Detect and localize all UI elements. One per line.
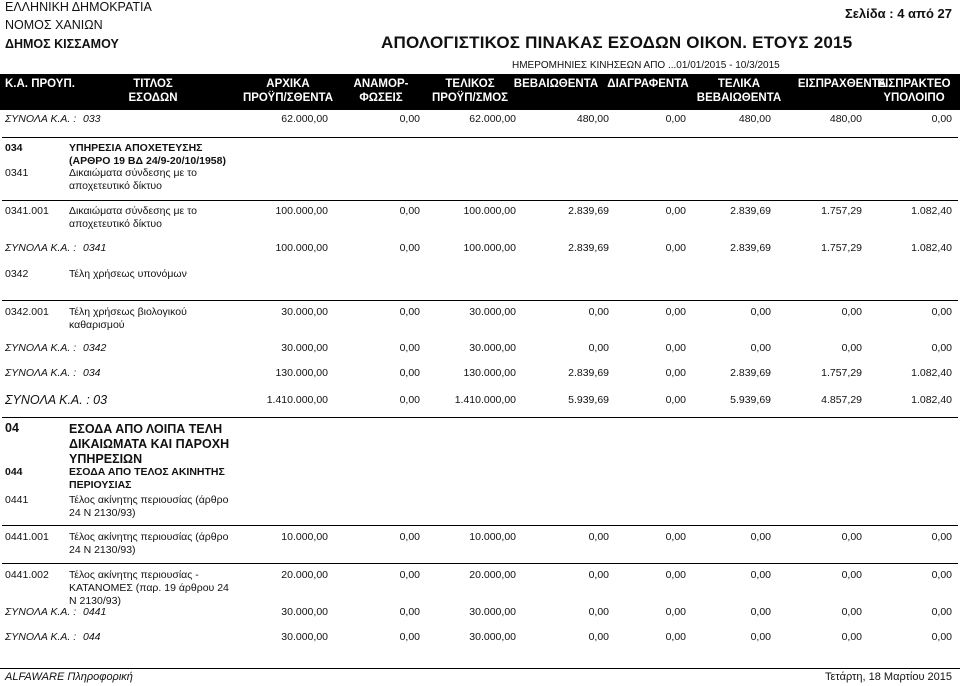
row-value-4: 0,00 — [665, 242, 686, 254]
row-value-2: 62.000,00 — [469, 113, 516, 125]
row-value-7: 1.082,40 — [911, 394, 952, 406]
row-value-2: 30.000,00 — [469, 306, 516, 318]
column-header-6: ΔΙΑΓΡΑΦΕΝΤΑ — [607, 78, 689, 90]
row-value-3: 0,00 — [588, 342, 609, 354]
row-value-6: 1.757,29 — [821, 205, 862, 217]
row-value-5: 5.939,69 — [730, 394, 771, 406]
report-dates: ΗΜΕΡΟΜΗΝΙΕΣ ΚΙΝΗΣΕΩΝ ΑΠΟ ...01/01/2015 - 10/3/2015 — [512, 60, 780, 71]
row-value-3: 2.839,69 — [568, 205, 609, 217]
row-divider — [2, 200, 958, 201]
row-code: 034 — [5, 142, 23, 154]
row-value-7: 0,00 — [931, 342, 952, 354]
row-value-3: 2.839,69 — [568, 242, 609, 254]
row-value-6: 480,00 — [829, 113, 862, 125]
row-value-4: 0,00 — [665, 113, 686, 125]
row-value-6: 1.757,29 — [821, 242, 862, 254]
row-title: Δικαιώματα σύνδεσης με το αποχετευτικό δίκτυο — [69, 167, 197, 192]
row-value-2: 130.000,00 — [463, 367, 516, 379]
row-value-0: 30.000,00 — [281, 306, 328, 318]
row-code: 0342.001 — [5, 306, 49, 318]
row-value-5: 2.839,69 — [730, 242, 771, 254]
row-value-5: 2.839,69 — [730, 205, 771, 217]
row-code: 0342 — [5, 268, 29, 280]
row-title: Τέλος ακίνητης περιουσίας - ΚΑΤΑΝΟΜΕΣ (παρ. 19 άρθρου 24 Ν 2130/93) — [69, 569, 229, 607]
row-value-5: 2.839,69 — [730, 367, 771, 379]
row-divider — [2, 137, 958, 138]
row-title: ΕΣΟΔΑ ΑΠΟ ΤΕΛΟΣ ΑΚΙΝΗΤΗΣ ΠΕΡΙΟΥΣΙΑΣ — [69, 466, 225, 491]
row-value-2: 30.000,00 — [469, 342, 516, 354]
row-title: Τέλος ακίνητης περιουσίας (άρθρο 24 Ν 2130/93) — [69, 531, 229, 556]
row-value-5: 0,00 — [750, 342, 771, 354]
row-value-2: 30.000,00 — [469, 606, 516, 618]
row-code-ref: 0342 — [83, 342, 107, 354]
row-value-7: 1.082,40 — [911, 242, 952, 254]
row-value-7: 0,00 — [931, 606, 952, 618]
row-value-3: 5.939,69 — [568, 394, 609, 406]
letterhead-line-3: ΔΗΜΟΣ ΚΙΣΣΑΜΟΥ — [5, 37, 119, 51]
column-header-5: ΒΕΒΑΙΩΘΕΝΤΑ — [513, 78, 599, 90]
row-value-2: 100.000,00 — [463, 205, 516, 217]
column-header-9: ΕΙΣΠΡΑΚΤΕΟ ΥΠΟΛΟΙΠΟ — [877, 78, 951, 104]
row-value-6: 0,00 — [841, 569, 862, 581]
row-value-2: 100.000,00 — [463, 242, 516, 254]
row-code-ref: 0341 — [83, 242, 107, 254]
row-value-6: 4.857,29 — [821, 394, 862, 406]
row-value-0: 100.000,00 — [275, 205, 328, 217]
footer-company: ALFAWARE Πληροφορική — [5, 671, 133, 683]
row-value-0: 1.410.000,00 — [266, 394, 328, 406]
row-value-3: 0,00 — [588, 569, 609, 581]
row-code: ΣΥΝΟΛΑ Κ.Α. : — [5, 367, 77, 379]
row-divider — [2, 563, 958, 564]
footer-rule — [0, 668, 960, 669]
row-value-3: 480,00 — [576, 113, 609, 125]
row-code: ΣΥΝΟΛΑ Κ.Α. : — [5, 342, 77, 354]
row-value-4: 0,00 — [665, 606, 686, 618]
column-header-4: ΤΕΛΙΚΟΣ ΠΡΟΫΠ/ΣΜΟΣ — [431, 78, 509, 104]
row-value-5: 0,00 — [750, 569, 771, 581]
row-value-3: 0,00 — [588, 531, 609, 543]
row-value-1: 0,00 — [399, 205, 420, 217]
column-header-7: ΤΕΛΙΚΑ ΒΕΒΑΙΩΘΕΝΤΑ — [696, 78, 782, 104]
row-value-1: 0,00 — [399, 342, 420, 354]
row-code: 044 — [5, 466, 23, 478]
row-value-7: 0,00 — [931, 569, 952, 581]
row-value-3: 0,00 — [588, 606, 609, 618]
report-title: ΑΠΟΛΟΓΙΣΤΙΚΟΣ ΠΙΝΑΚΑΣ ΕΣΟΔΩΝ ΟΙΚΟΝ. ΕΤΟΥΣ 2015 — [381, 33, 853, 52]
column-header-0: Κ.Α. ΠΡΟΥΠ. — [5, 78, 75, 90]
row-value-1: 0,00 — [399, 606, 420, 618]
row-value-0: 20.000,00 — [281, 569, 328, 581]
row-title: Δικαιώματα σύνδεσης με το αποχετευτικό δίκτυο — [69, 205, 197, 230]
row-value-7: 0,00 — [931, 531, 952, 543]
row-value-4: 0,00 — [665, 394, 686, 406]
row-value-2: 20.000,00 — [469, 569, 516, 581]
row-value-5: 0,00 — [750, 306, 771, 318]
row-value-1: 0,00 — [399, 569, 420, 581]
row-code: 0441.001 — [5, 531, 49, 543]
row-value-5: 0,00 — [750, 531, 771, 543]
letterhead-line-1: ΕΛΛΗΝΙΚΗ ΔΗΜΟΚΡΑΤΙΑ — [5, 0, 152, 14]
row-value-6: 0,00 — [841, 631, 862, 643]
page-info: Σελίδα : 4 από 27 — [844, 6, 952, 21]
footer-date: Τετάρτη, 18 Μαρτίου 2015 — [824, 671, 952, 683]
row-value-1: 0,00 — [399, 394, 420, 406]
row-value-4: 0,00 — [665, 569, 686, 581]
row-title: Τέλος ακίνητης περιουσίας (άρθρο 24 Ν 2130/93) — [69, 494, 229, 519]
row-value-7: 1.082,40 — [911, 367, 952, 379]
row-value-0: 100.000,00 — [275, 242, 328, 254]
row-code-ref: 0441 — [83, 606, 107, 618]
row-value-7: 1.082,40 — [911, 205, 952, 217]
row-code: 0441 — [5, 494, 29, 506]
row-value-2: 30.000,00 — [469, 631, 516, 643]
row-code: ΣΥΝΟΛΑ Κ.Α. : — [5, 113, 77, 125]
row-value-7: 0,00 — [931, 113, 952, 125]
row-value-4: 0,00 — [665, 367, 686, 379]
row-value-4: 0,00 — [665, 531, 686, 543]
row-value-5: 0,00 — [750, 606, 771, 618]
column-header-1: ΤΙΤΛΟΣ ΕΣΟΔΩΝ — [128, 78, 178, 104]
row-value-0: 10.000,00 — [281, 531, 328, 543]
column-header-8: ΕΙΣΠΡΑΧΘΕΝΤΑ — [797, 78, 887, 90]
row-value-7: 0,00 — [931, 306, 952, 318]
row-value-7: 0,00 — [931, 631, 952, 643]
row-value-4: 0,00 — [665, 342, 686, 354]
row-code: 0441.002 — [5, 569, 49, 581]
row-value-1: 0,00 — [399, 367, 420, 379]
row-title: Τέλη χρήσεως βιολογικού καθαρισμού — [69, 306, 187, 331]
row-value-3: 0,00 — [588, 631, 609, 643]
row-title: ΥΠΗΡΕΣΙΑ ΑΠΟΧΕΤΕΥΣΗΣ (ΑΡΘΡΟ 19 ΒΔ 24/9-20/10/1958) — [69, 142, 226, 167]
row-divider — [2, 525, 958, 526]
row-divider — [2, 417, 958, 418]
row-value-6: 1.757,29 — [821, 367, 862, 379]
row-value-0: 30.000,00 — [281, 342, 328, 354]
row-value-6: 0,00 — [841, 306, 862, 318]
row-value-5: 480,00 — [738, 113, 771, 125]
row-value-1: 0,00 — [399, 242, 420, 254]
column-header-2: ΑΡΧΙΚΑ ΠΡΟΫΠ/ΣΘΕΝΤΑ — [242, 78, 334, 104]
row-value-0: 30.000,00 — [281, 631, 328, 643]
row-value-1: 0,00 — [399, 113, 420, 125]
row-code: 0341 — [5, 167, 29, 179]
row-code: ΣΥΝΟΛΑ Κ.Α. : — [5, 631, 77, 643]
row-value-4: 0,00 — [665, 306, 686, 318]
row-value-3: 2.839,69 — [568, 367, 609, 379]
row-value-6: 0,00 — [841, 606, 862, 618]
row-divider — [2, 300, 958, 301]
row-value-1: 0,00 — [399, 531, 420, 543]
row-title: ΕΣΟΔΑ ΑΠΟ ΛΟΙΠΑ ΤΕΛΗ ΔΙΚΑΙΩΜΑΤΑ ΚΑΙ ΠΑΡΟΧΗ ΥΠΗΡΕΣΙΩΝ — [69, 422, 230, 466]
row-value-6: 0,00 — [841, 342, 862, 354]
row-value-4: 0,00 — [665, 205, 686, 217]
row-value-3: 0,00 — [588, 306, 609, 318]
row-value-1: 0,00 — [399, 631, 420, 643]
row-code-ref: 033 — [83, 113, 101, 125]
row-value-6: 0,00 — [841, 531, 862, 543]
letterhead-line-2: ΝΟΜΟΣ ΧΑΝΙΩΝ — [5, 18, 103, 32]
row-title: Τέλη χρήσεως υπονόμων — [69, 268, 187, 280]
row-code: 0341.001 — [5, 205, 49, 217]
row-value-1: 0,00 — [399, 306, 420, 318]
row-code: 04 — [5, 421, 19, 435]
row-code-ref: 044 — [83, 631, 101, 643]
row-value-4: 0,00 — [665, 631, 686, 643]
row-value-2: 10.000,00 — [469, 531, 516, 543]
row-value-2: 1.410.000,00 — [454, 394, 516, 406]
row-code: ΣΥΝΟΛΑ Κ.Α. : — [5, 606, 77, 618]
row-value-5: 0,00 — [750, 631, 771, 643]
row-value-0: 130.000,00 — [275, 367, 328, 379]
row-code: ΣΥΝΟΛΑ Κ.Α. : 03 — [5, 393, 108, 407]
row-value-0: 30.000,00 — [281, 606, 328, 618]
row-value-0: 62.000,00 — [281, 113, 328, 125]
column-header-3: ΑΝΑΜΟΡ- ΦΩΣΕΙΣ — [353, 78, 409, 104]
row-code: ΣΥΝΟΛΑ Κ.Α. : — [5, 242, 77, 254]
row-code-ref: 034 — [83, 367, 101, 379]
